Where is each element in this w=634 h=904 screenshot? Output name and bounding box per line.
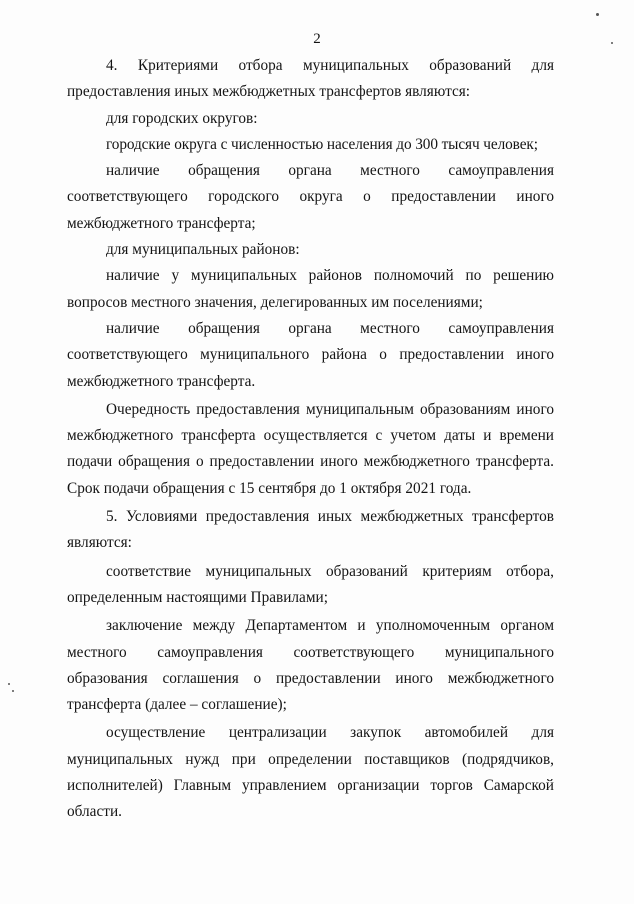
scan-speck: [596, 13, 599, 16]
paragraph-district-appeal: наличие обращения органа местного самоуправления соответствующего муниципального района о предоставлении иного межбюджетного трансферта.: [67, 319, 554, 390]
paragraph-order: Очередность предоставления муниципальным образованиям иного межбюджетного трансферта осуществляется с учетом даты и времени подачи обращения о предоставлении иного межбюджетного трансферта. Срок подачи обращения с 15 сентября до 1 октября 2021 года.: [67, 400, 554, 497]
paragraph-centralization: осуществление централизации закупок автомобилей для муниципальных нужд при определении поставщиков (подрядчиков, исполнителей) Главным управлением организации торгов Самарской области.: [67, 724, 554, 821]
page-number: 2: [313, 31, 321, 47]
document-body: [67, 53, 554, 826]
scan-speck: [12, 690, 14, 692]
paragraph-compliance: соответствие муниципальных образований критериям отбора, определенным настоящими Правилами;: [67, 562, 554, 606]
paragraph-criteria-heading: 4. Критериями отбора муниципальных образований для предоставления иных межбюджетных трансфертов являются:: [67, 57, 554, 101]
paragraph-city-districts: для городских округов:: [106, 109, 258, 127]
paragraph-city-appeal: наличие обращения органа местного самоуправления соответствующего городского округа о предоставлении иного межбюджетного трансферта;: [67, 162, 554, 232]
paragraph-municipal-districts: для муниципальных районов:: [106, 241, 300, 259]
paragraph-conditions-heading: 5. Условиями предоставления иных межбюджетных трансфертов являются:: [67, 508, 554, 552]
paragraph-agreement: заключение между Департаментом и уполномоченным органом местного самоуправления соответствующего муниципального образования соглашения о предоставлении иного межбюджетного трансферта (далее – соглашение);: [67, 617, 554, 714]
paragraph-population: городские округа с численностью населения до 300 тысяч человек;: [106, 135, 538, 153]
paragraph-powers: наличие у муниципальных районов полномочий по решению вопросов местного значения, делегированных им поселениями;: [67, 267, 554, 311]
scan-speck: [8, 683, 10, 685]
